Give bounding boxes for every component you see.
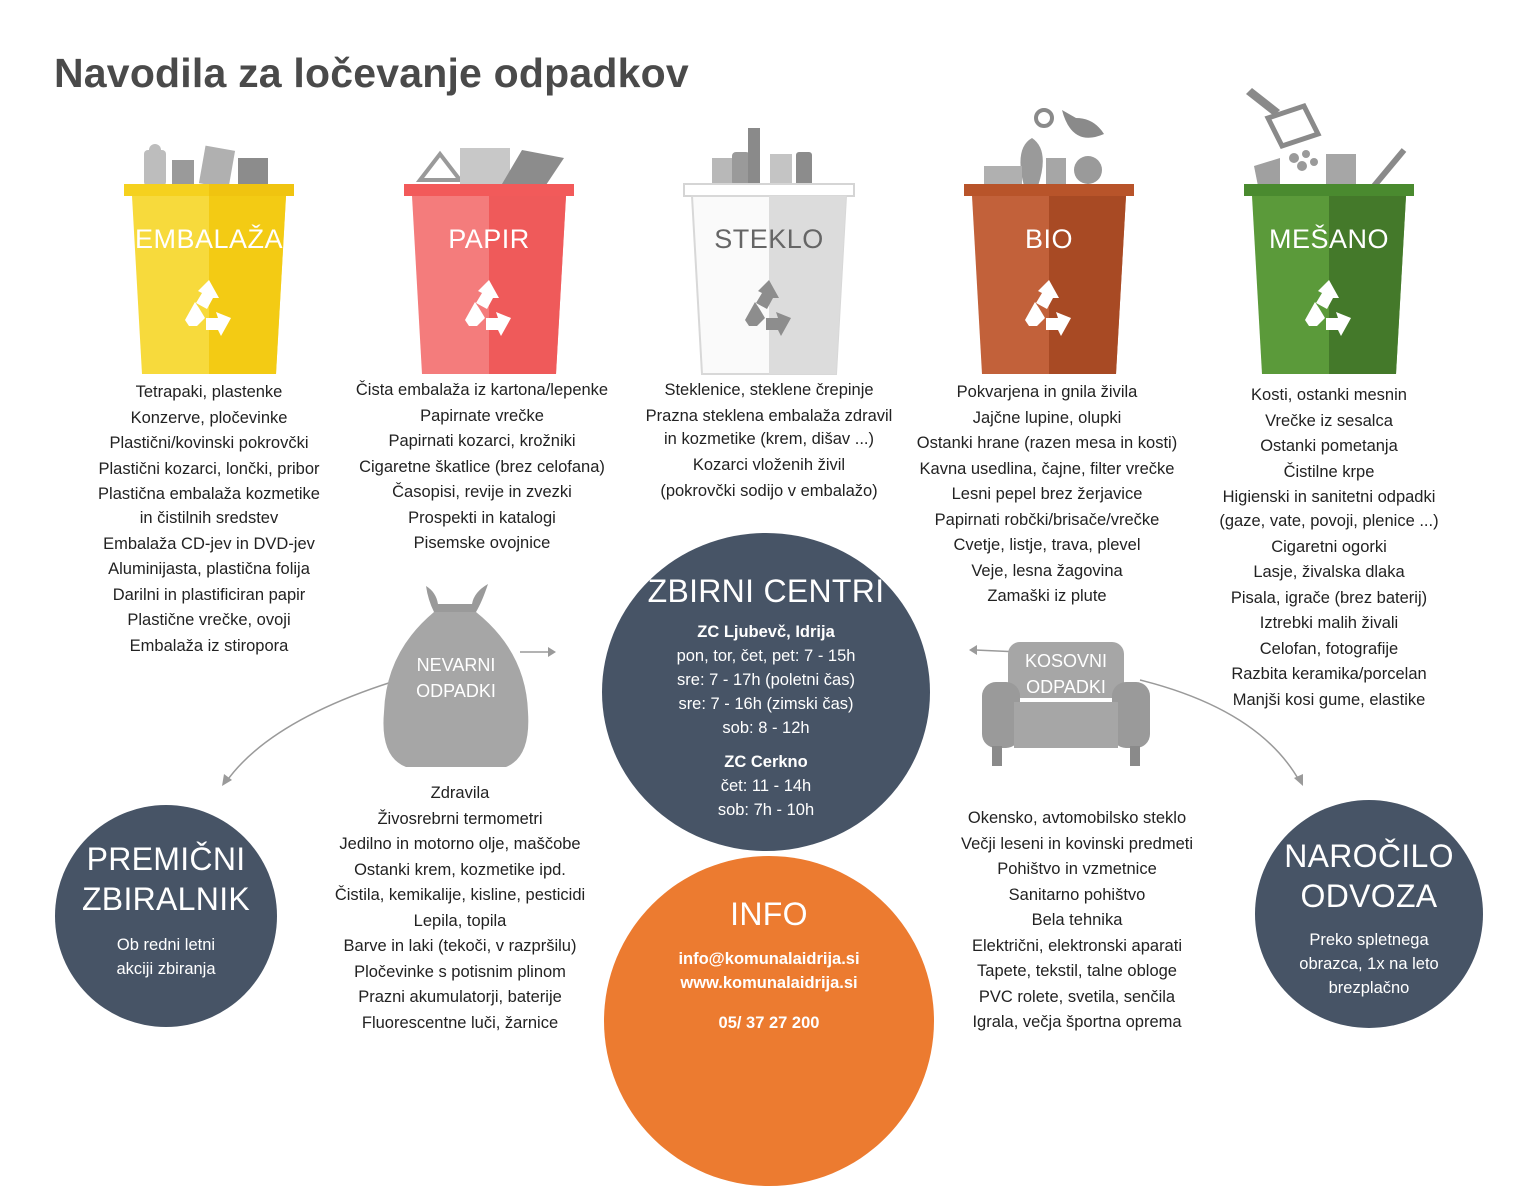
list-item: Časopisi, revije in zvezki (392, 483, 572, 501)
list-item: Manjši kosi gume, elastike (1232, 690, 1426, 709)
list-item: Plastični kozarci, lončki, pribor (98, 459, 320, 478)
hazardous-label: NEVARNI (416, 655, 496, 675)
list-item: Igrala, večja športna oprema (972, 1013, 1182, 1031)
list-item: Celofan, fotografije (1259, 639, 1399, 658)
list-item: Ostanki krem, kozmetike ipd. (354, 860, 566, 879)
list-item: Papirnati robčki/brisače/vrečke (934, 510, 1160, 529)
list-item: Darilni in plastificiran papir (112, 585, 306, 604)
hazardous-list (310, 781, 610, 1036)
bulky-sofa (978, 640, 1154, 770)
list-item: Lesni pepel brez žerjavice (951, 485, 1143, 503)
list-item: Pisala, igrače (brez baterij) (1230, 588, 1428, 607)
order-text: brezplačno (1328, 979, 1410, 997)
list-item: Veje, lesna žagovina (971, 561, 1123, 580)
list-item: Aluminijasta, plastična folija (108, 560, 310, 578)
list-item: Pločevinke s potisnim plinom (354, 962, 566, 981)
list-item: Plastična embalaža kozmetike (98, 485, 320, 503)
bin-label: BIO (1024, 224, 1073, 254)
bulky-label: KOSOVNI (1024, 651, 1108, 671)
list-item: in kozmetike (krem, dišav ...) (664, 430, 874, 448)
order-text: Preko spletnega (1309, 931, 1429, 949)
center-name: ZC Ljubevč, Idrija (697, 623, 835, 641)
collection-centers-circle (602, 533, 930, 851)
hazardous-bag (376, 582, 536, 772)
hazardous-label: ODPADKI (416, 681, 496, 701)
mobile-title: PREMIČNI (86, 841, 246, 877)
order-pickup-circle[interactable] (1255, 800, 1483, 1028)
list-item: Čista embalaža iz kartona/lepenke (355, 381, 609, 399)
info-title: INFO (730, 896, 808, 932)
list-item: Iztrebki malih živali (1259, 614, 1399, 632)
list-item: Večji leseni in kovinski predmeti (960, 834, 1194, 853)
list-item: Kosti, ostanki mesnin (1251, 386, 1407, 404)
center-name: ZC Cerkno (724, 753, 808, 771)
list-item: Sanitarno pohištvo (1008, 885, 1146, 904)
list-item: Pokvarjena in gnila živila (956, 383, 1138, 401)
bin-label: EMBALAŽA (134, 224, 284, 254)
info-phone[interactable]: 05/ 37 27 200 (718, 1014, 820, 1032)
list-item: Prospekti in katalogi (408, 508, 556, 527)
list-item: Lepila, topila (413, 911, 507, 930)
list-item: Razbita keramika/porcelan (1231, 665, 1427, 683)
list-item: Cvetje, listje, trava, plevel (953, 536, 1141, 554)
list-item: Čistilne krpe (1283, 462, 1375, 481)
order-text: obrazca, 1x na leto (1299, 955, 1439, 973)
list-item: in čistilnih sredstev (139, 508, 279, 527)
list-item: Embalaža CD-jev in DVD-jev (103, 534, 315, 553)
center-hours: čet: 11 - 14h (720, 777, 812, 795)
list-item: Čistila, kemikalije, kisline, pesticidi (334, 886, 586, 904)
list-item: Steklenice, steklene črepinje (664, 381, 874, 399)
list-item: Okensko, avtomobilsko steklo (967, 809, 1187, 827)
info-website-link[interactable]: www.komunalaidrija.si (680, 974, 858, 992)
list-item: Bela tehnika (1031, 911, 1123, 929)
list-item: Vrečke iz sesalca (1265, 411, 1393, 430)
list-item: Živosrebrni termometri (377, 809, 543, 828)
center-hours: sob: 7h - 10h (717, 801, 815, 819)
mobile-collector-circle (55, 805, 277, 1027)
list-item: Prazna steklena embalaža zdravil (645, 406, 893, 425)
list-item: Fluorescentne luči, žarnice (361, 1013, 559, 1032)
list-item: Zdravila (430, 784, 490, 802)
centers-title: ZBIRNI CENTRI (647, 573, 885, 609)
list-item: Zamaški iz plute (987, 587, 1107, 605)
bulky-label: ODPADKI (1026, 677, 1106, 697)
list-item: Tapete, tekstil, talne obloge (977, 962, 1177, 980)
list-item: Embalaža iz stiropora (129, 636, 289, 655)
list-item: Jajčne lupine, olupki (972, 408, 1122, 427)
info-email-link[interactable]: info@komunalaidrija.si (678, 950, 860, 968)
bulky-list (927, 806, 1227, 1036)
info-circle (604, 856, 934, 1186)
list-item: Kavna usedlina, čajne, filter vrečke (919, 459, 1175, 478)
list-item: Lasje, živalska dlaka (1253, 563, 1405, 581)
list-item: Cigaretni ogorki (1271, 537, 1387, 556)
center-hours: pon, tor, čet, pet: 7 - 15h (676, 647, 856, 665)
list-item: Tetrapaki, plastenke (135, 383, 283, 401)
list-item: (gaze, vate, povoji, plenice ...) (1219, 511, 1439, 530)
list-item: Pohištvo in vzmetnice (997, 860, 1157, 878)
list-item: PVC rolete, svetila, senčila (978, 987, 1176, 1006)
order-title: ODVOZA (1300, 878, 1438, 914)
bin-label: STEKLO (714, 224, 824, 254)
mobile-text: akciji zbiranja (116, 960, 216, 978)
mobile-title: ZBIRALNIK (81, 881, 251, 917)
list-item: Jedilno in motorno olje, maščobe (339, 835, 581, 853)
center-hours: sob: 8 - 12h (722, 719, 810, 737)
list-item: Konzerve, pločevinke (130, 408, 288, 427)
center-hours: sre: 7 - 16h (zimski čas) (678, 695, 854, 713)
page-title: Navodila za ločevanje odpadkov (54, 50, 689, 96)
bin-label: PAPIR (448, 224, 530, 254)
list-item: Plastične vrečke, ovoji (127, 611, 291, 629)
list-item: Prazni akumulatorji, baterije (358, 988, 562, 1006)
list-item: Cigaretne škatlice (brez celofana) (359, 457, 605, 476)
list-item: Barve in laki (tekoči, v razpršilu) (343, 937, 577, 955)
list-item: Papirnati kozarci, krožniki (388, 432, 576, 450)
list-item: Higienski in sanitetni odpadki (1222, 488, 1436, 506)
list-item: Pisemske ovojnice (413, 534, 551, 552)
list-item: Kozarci vloženih živil (692, 456, 846, 474)
order-title: NAROČILO (1284, 838, 1454, 874)
list-item: Papirnate vrečke (420, 406, 544, 425)
list-item: (pokrovčki sodijo v embalažo) (660, 481, 878, 500)
list-item: Ostanki pometanja (1260, 437, 1398, 455)
list-item: Plastični/kovinski pokrovčki (109, 434, 309, 452)
center-hours: sre: 7 - 17h (poletni čas) (677, 671, 855, 689)
mobile-text: Ob redni letni (116, 936, 216, 954)
list-item: Ostanki hrane (razen mesa in kosti) (916, 434, 1178, 452)
bin-label: MEŠANO (1268, 224, 1390, 254)
list-item: Električni, elektronski aparati (971, 936, 1182, 955)
